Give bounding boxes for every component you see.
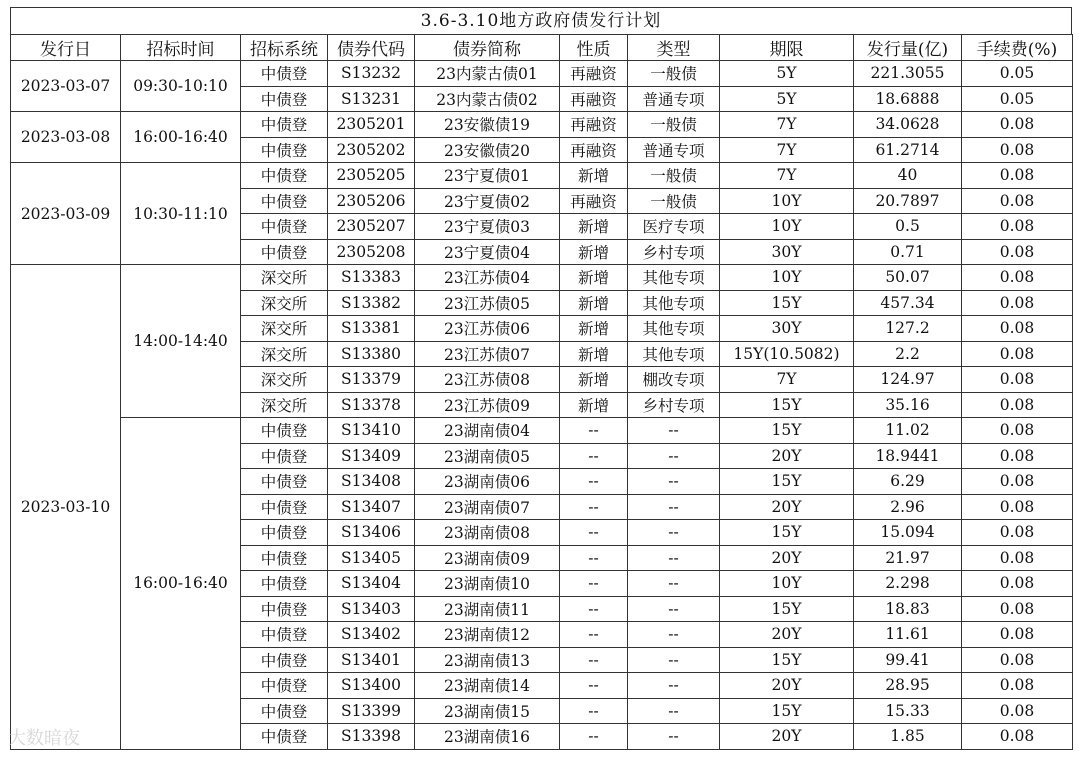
name-cell: 23湖南债10 (415, 571, 560, 597)
name-cell: 23湖南债06 (415, 469, 560, 495)
name-cell: 23宁夏债03 (415, 214, 560, 240)
system-cell: 中债登 (241, 469, 328, 495)
type-cell: 棚改专项 (628, 367, 720, 393)
type-cell: -- (628, 520, 720, 546)
system-cell: 中债登 (241, 163, 328, 189)
type-cell: -- (628, 698, 720, 724)
amount-cell: 127.2 (854, 316, 962, 342)
amount-cell: 61.2714 (854, 137, 962, 163)
name-cell: 23湖南债09 (415, 545, 560, 571)
name-cell: 23内蒙古债01 (415, 61, 560, 87)
type-cell: 普通专项 (628, 86, 720, 112)
system-cell: 中债登 (241, 622, 328, 648)
type-cell: -- (628, 571, 720, 597)
name-cell: 23宁夏债01 (415, 163, 560, 189)
name-cell: 23江苏债05 (415, 290, 560, 316)
type-cell: 一般债 (628, 188, 720, 214)
system-cell: 深交所 (241, 392, 328, 418)
system-cell: 中债登 (241, 214, 328, 240)
code-cell: S13401 (328, 647, 415, 673)
fee-cell: 0.08 (962, 188, 1073, 214)
nature-cell: -- (560, 724, 628, 750)
name-cell: 23湖南债16 (415, 724, 560, 750)
fee-cell: 0.05 (962, 61, 1073, 87)
term-cell: 15Y (720, 392, 854, 418)
code-cell: S13408 (328, 469, 415, 495)
code-cell: 2305207 (328, 214, 415, 240)
type-cell: -- (628, 622, 720, 648)
fee-cell: 0.08 (962, 469, 1073, 495)
nature-cell: -- (560, 596, 628, 622)
system-cell: 中债登 (241, 647, 328, 673)
type-cell: -- (628, 443, 720, 469)
nature-cell: 新增 (560, 239, 628, 265)
nature-cell: 再融资 (560, 112, 628, 138)
type-cell: -- (628, 596, 720, 622)
table-row (11, 112, 1073, 138)
nature-cell: 新增 (560, 367, 628, 393)
fee-cell: 0.08 (962, 418, 1073, 444)
auction-time-cell: 16:00-16:40 (121, 112, 241, 163)
amount-cell: 21.97 (854, 545, 962, 571)
issue-date-cell: 2023-03-08 (11, 112, 121, 163)
amount-cell: 1.85 (854, 724, 962, 750)
fee-cell: 0.08 (962, 443, 1073, 469)
amount-cell: 18.9441 (854, 443, 962, 469)
fee-cell: 0.08 (962, 137, 1073, 163)
fee-cell: 0.08 (962, 367, 1073, 393)
nature-cell: 新增 (560, 265, 628, 291)
code-cell: S13383 (328, 265, 415, 291)
code-cell: S13399 (328, 698, 415, 724)
fee-cell: 0.08 (962, 316, 1073, 342)
nature-cell: -- (560, 622, 628, 648)
amount-cell: 2.96 (854, 494, 962, 520)
code-cell: 2305205 (328, 163, 415, 189)
header-cell: 性质 (560, 35, 628, 61)
fee-cell: 0.08 (962, 596, 1073, 622)
table-body (11, 61, 1073, 750)
system-cell: 中债登 (241, 61, 328, 87)
nature-cell: -- (560, 520, 628, 546)
fee-cell: 0.08 (962, 112, 1073, 138)
system-cell: 中债登 (241, 418, 328, 444)
issue-date-cell: 2023-03-07 (11, 61, 121, 112)
amount-cell: 0.71 (854, 239, 962, 265)
code-cell: S13378 (328, 392, 415, 418)
table-row (11, 265, 1073, 291)
header-cell: 手续费(%) (962, 35, 1073, 61)
fee-cell: 0.08 (962, 494, 1073, 520)
nature-cell: 新增 (560, 316, 628, 342)
nature-cell: 新增 (560, 392, 628, 418)
amount-cell: 11.61 (854, 622, 962, 648)
system-cell: 中债登 (241, 673, 328, 699)
system-cell: 深交所 (241, 341, 328, 367)
amount-cell: 50.07 (854, 265, 962, 291)
type-cell: -- (628, 418, 720, 444)
amount-cell: 99.41 (854, 647, 962, 673)
type-cell: 医疗专项 (628, 214, 720, 240)
system-cell: 中债登 (241, 724, 328, 750)
fee-cell: 0.08 (962, 545, 1073, 571)
term-cell: 5Y (720, 86, 854, 112)
amount-cell: 221.3055 (854, 61, 962, 87)
system-cell: 深交所 (241, 316, 328, 342)
term-cell: 20Y (720, 622, 854, 648)
name-cell: 23江苏债07 (415, 341, 560, 367)
fee-cell: 0.08 (962, 392, 1073, 418)
code-cell: S13405 (328, 545, 415, 571)
sheet-title: 3.6-3.10地方政府债发行计划 (10, 7, 1072, 34)
nature-cell: 新增 (560, 163, 628, 189)
fee-cell: 0.08 (962, 214, 1073, 240)
nature-cell: 再融资 (560, 86, 628, 112)
system-cell: 中债登 (241, 698, 328, 724)
system-cell: 深交所 (241, 367, 328, 393)
amount-cell: 6.29 (854, 469, 962, 495)
name-cell: 23江苏债06 (415, 316, 560, 342)
term-cell: 10Y (720, 265, 854, 291)
nature-cell: -- (560, 698, 628, 724)
nature-cell: -- (560, 647, 628, 673)
term-cell: 10Y (720, 214, 854, 240)
table-row (11, 418, 1073, 444)
system-cell: 中债登 (241, 520, 328, 546)
name-cell: 23江苏债08 (415, 367, 560, 393)
term-cell: 15Y (720, 469, 854, 495)
amount-cell: 34.0628 (854, 112, 962, 138)
amount-cell: 15.094 (854, 520, 962, 546)
code-cell: S13400 (328, 673, 415, 699)
term-cell: 30Y (720, 239, 854, 265)
type-cell: 普通专项 (628, 137, 720, 163)
type-cell: -- (628, 494, 720, 520)
code-cell: S13406 (328, 520, 415, 546)
type-cell: -- (628, 469, 720, 495)
table-row (11, 163, 1073, 189)
name-cell: 23湖南债13 (415, 647, 560, 673)
amount-cell: 11.02 (854, 418, 962, 444)
type-cell: 其他专项 (628, 316, 720, 342)
name-cell: 23内蒙古债02 (415, 86, 560, 112)
code-cell: S13380 (328, 341, 415, 367)
issue-date-cell: 2023-03-10 (11, 265, 121, 750)
name-cell: 23安徽债19 (415, 112, 560, 138)
nature-cell: 新增 (560, 290, 628, 316)
header-cell: 期限 (720, 35, 854, 61)
amount-cell: 18.83 (854, 596, 962, 622)
amount-cell: 2.2 (854, 341, 962, 367)
term-cell: 7Y (720, 137, 854, 163)
code-cell: S13403 (328, 596, 415, 622)
term-cell: 7Y (720, 112, 854, 138)
name-cell: 23宁夏债02 (415, 188, 560, 214)
system-cell: 中债登 (241, 571, 328, 597)
term-cell: 15Y (720, 418, 854, 444)
amount-cell: 20.7897 (854, 188, 962, 214)
fee-cell: 0.08 (962, 520, 1073, 546)
header-row (11, 35, 1073, 61)
fee-cell: 0.08 (962, 724, 1073, 750)
type-cell: -- (628, 647, 720, 673)
name-cell: 23湖南债14 (415, 673, 560, 699)
issuance-table (10, 34, 1073, 750)
auction-time-cell: 09:30-10:10 (121, 61, 241, 112)
type-cell: 其他专项 (628, 265, 720, 291)
name-cell: 23湖南债11 (415, 596, 560, 622)
auction-time-cell: 10:30-11:10 (121, 163, 241, 265)
nature-cell: -- (560, 469, 628, 495)
code-cell: S13410 (328, 418, 415, 444)
term-cell: 10Y (720, 188, 854, 214)
header-cell: 类型 (628, 35, 720, 61)
nature-cell: -- (560, 443, 628, 469)
name-cell: 23湖南债12 (415, 622, 560, 648)
header-cell: 发行量(亿) (854, 35, 962, 61)
type-cell: 乡村专项 (628, 392, 720, 418)
table-row (11, 61, 1073, 87)
fee-cell: 0.08 (962, 647, 1073, 673)
amount-cell: 2.298 (854, 571, 962, 597)
nature-cell: -- (560, 571, 628, 597)
code-cell: S13407 (328, 494, 415, 520)
term-cell: 15Y (720, 647, 854, 673)
type-cell: 其他专项 (628, 341, 720, 367)
system-cell: 深交所 (241, 290, 328, 316)
type-cell: -- (628, 545, 720, 571)
code-cell: S13379 (328, 367, 415, 393)
system-cell: 中债登 (241, 545, 328, 571)
fee-cell: 0.08 (962, 698, 1073, 724)
bond-issuance-sheet (10, 7, 1072, 750)
system-cell: 中债登 (241, 137, 328, 163)
name-cell: 23宁夏债04 (415, 239, 560, 265)
name-cell: 23湖南债08 (415, 520, 560, 546)
system-cell: 中债登 (241, 494, 328, 520)
code-cell: S13231 (328, 86, 415, 112)
nature-cell: 再融资 (560, 137, 628, 163)
term-cell: 20Y (720, 545, 854, 571)
header-cell: 招标时间 (121, 35, 241, 61)
type-cell: 其他专项 (628, 290, 720, 316)
name-cell: 23安徽债20 (415, 137, 560, 163)
fee-cell: 0.05 (962, 86, 1073, 112)
type-cell: 一般债 (628, 163, 720, 189)
system-cell: 中债登 (241, 188, 328, 214)
amount-cell: 18.6888 (854, 86, 962, 112)
nature-cell: -- (560, 418, 628, 444)
amount-cell: 0.5 (854, 214, 962, 240)
term-cell: 15Y(10.5082) (720, 341, 854, 367)
code-cell: 2305208 (328, 239, 415, 265)
name-cell: 23湖南债04 (415, 418, 560, 444)
fee-cell: 0.08 (962, 163, 1073, 189)
fee-cell: 0.08 (962, 673, 1073, 699)
type-cell: 一般债 (628, 112, 720, 138)
auction-time-cell: 16:00-16:40 (121, 418, 241, 750)
type-cell: -- (628, 724, 720, 750)
amount-cell: 124.97 (854, 367, 962, 393)
amount-cell: 40 (854, 163, 962, 189)
code-cell: 2305206 (328, 188, 415, 214)
code-cell: S13398 (328, 724, 415, 750)
code-cell: S13382 (328, 290, 415, 316)
nature-cell: 再融资 (560, 61, 628, 87)
code-cell: S13409 (328, 443, 415, 469)
system-cell: 中债登 (241, 443, 328, 469)
name-cell: 23湖南债15 (415, 698, 560, 724)
system-cell: 中债登 (241, 239, 328, 265)
code-cell: 2305202 (328, 137, 415, 163)
term-cell: 10Y (720, 571, 854, 597)
type-cell: -- (628, 673, 720, 699)
issue-date-cell: 2023-03-09 (11, 163, 121, 265)
fee-cell: 0.08 (962, 571, 1073, 597)
code-cell: 2305201 (328, 112, 415, 138)
type-cell: 乡村专项 (628, 239, 720, 265)
term-cell: 20Y (720, 724, 854, 750)
amount-cell: 15.33 (854, 698, 962, 724)
term-cell: 5Y (720, 61, 854, 87)
watermark: 大数暗夜 (8, 728, 80, 749)
name-cell: 23湖南债05 (415, 443, 560, 469)
code-cell: S13404 (328, 571, 415, 597)
code-cell: S13381 (328, 316, 415, 342)
term-cell: 15Y (720, 520, 854, 546)
header-cell: 发行日 (11, 35, 121, 61)
nature-cell: 再融资 (560, 188, 628, 214)
header-cell: 债券代码 (328, 35, 415, 61)
term-cell: 15Y (720, 290, 854, 316)
type-cell: 一般债 (628, 61, 720, 87)
amount-cell: 28.95 (854, 673, 962, 699)
fee-cell: 0.08 (962, 239, 1073, 265)
fee-cell: 0.08 (962, 622, 1073, 648)
system-cell: 中债登 (241, 86, 328, 112)
code-cell: S13232 (328, 61, 415, 87)
nature-cell: 新增 (560, 214, 628, 240)
nature-cell: -- (560, 494, 628, 520)
name-cell: 23江苏债09 (415, 392, 560, 418)
auction-time-cell: 14:00-14:40 (121, 265, 241, 418)
code-cell: S13402 (328, 622, 415, 648)
header-cell: 招标系统 (241, 35, 328, 61)
term-cell: 20Y (720, 443, 854, 469)
term-cell: 7Y (720, 367, 854, 393)
term-cell: 20Y (720, 494, 854, 520)
term-cell: 7Y (720, 163, 854, 189)
fee-cell: 0.08 (962, 290, 1073, 316)
term-cell: 20Y (720, 673, 854, 699)
system-cell: 中债登 (241, 596, 328, 622)
nature-cell: 新增 (560, 341, 628, 367)
term-cell: 15Y (720, 596, 854, 622)
nature-cell: -- (560, 545, 628, 571)
term-cell: 15Y (720, 698, 854, 724)
nature-cell: -- (560, 673, 628, 699)
fee-cell: 0.08 (962, 265, 1073, 291)
name-cell: 23湖南债07 (415, 494, 560, 520)
amount-cell: 457.34 (854, 290, 962, 316)
fee-cell: 0.08 (962, 341, 1073, 367)
term-cell: 30Y (720, 316, 854, 342)
amount-cell: 35.16 (854, 392, 962, 418)
system-cell: 深交所 (241, 265, 328, 291)
system-cell: 中债登 (241, 112, 328, 138)
header-cell: 债券简称 (415, 35, 560, 61)
name-cell: 23江苏债04 (415, 265, 560, 291)
